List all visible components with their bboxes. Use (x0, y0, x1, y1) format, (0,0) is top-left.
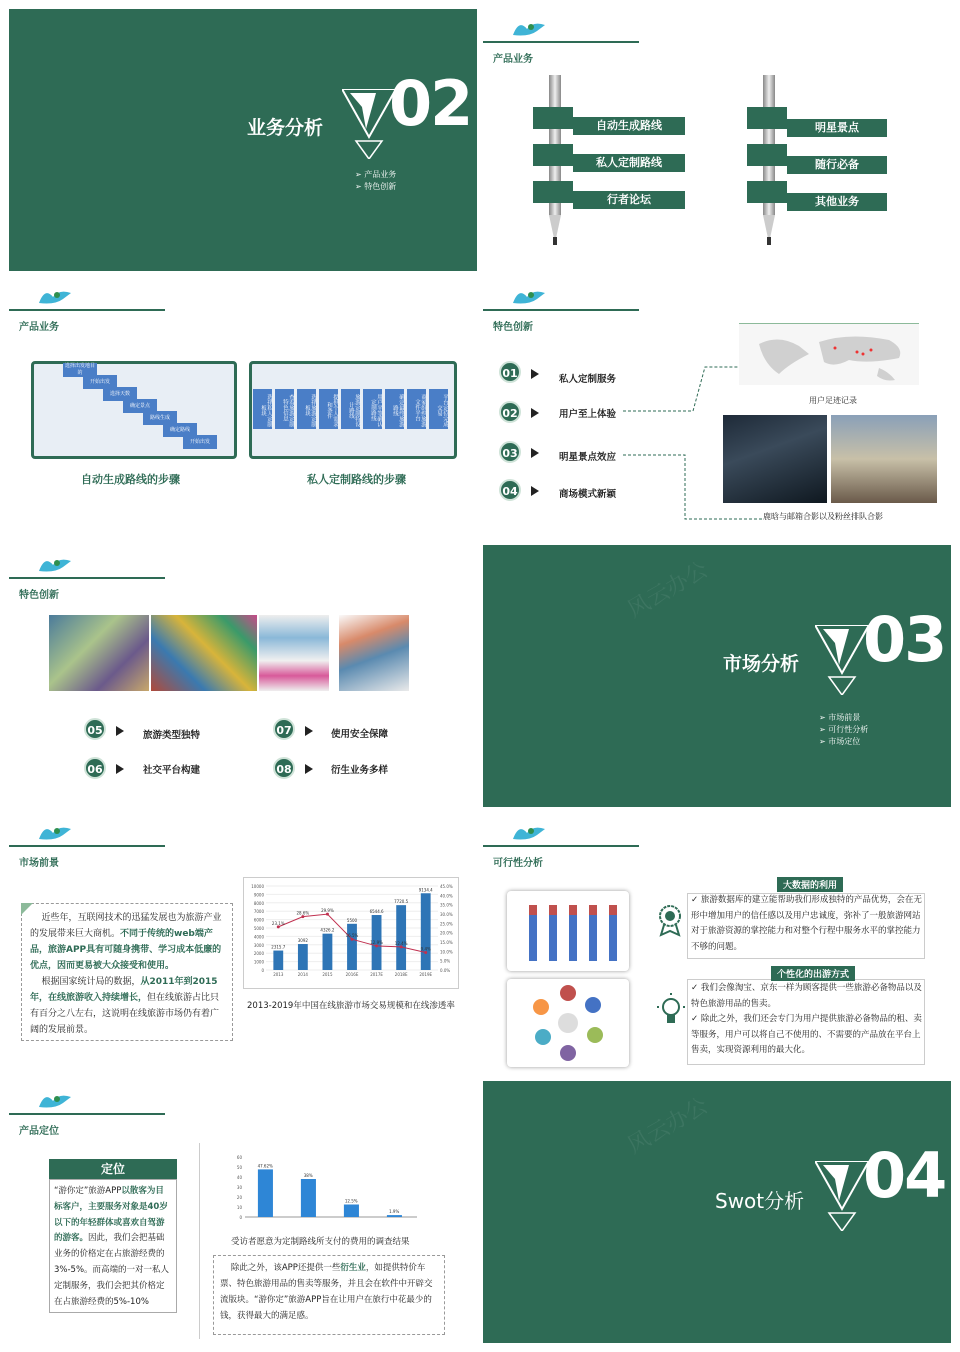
slide-business-analysis (9, 9, 477, 271)
tick-label: 2019E (419, 972, 433, 977)
award-icon (655, 903, 685, 937)
step-box: 路线生成 (143, 411, 177, 425)
divider (9, 309, 165, 311)
tick-label: 10 (236, 1205, 242, 1210)
slide-market-analysis (483, 545, 951, 807)
section-number: 04 (863, 1139, 946, 1212)
step-box: 提供个人需求和条件 (319, 389, 338, 429)
caption-map: 用户足迹记录 (809, 396, 857, 405)
data-label: 47.62% (257, 1163, 273, 1169)
feature-label: 社交平台构建 (143, 765, 201, 776)
slide-product-business (483, 9, 951, 271)
brand-logo-icon (509, 17, 549, 39)
bar (421, 893, 431, 970)
slide-heading: 产品定位 (19, 1126, 59, 1137)
tick-label: 45.0% (440, 884, 453, 889)
caption-photo: 鹿晗与邮箱合影以及粉丝排队合影 (763, 512, 883, 521)
ribbon-tail (747, 181, 787, 203)
section-item: ➢ 市场定位 (819, 737, 861, 746)
step-box: 用户平等确认定制路线 (363, 389, 382, 429)
tick-label: 30.0% (440, 912, 453, 917)
box-text: ✓ 旅游数据库的建立能帮助我们形成独特的产品优势，会在无形中增加用户的信任感以及用户忠诚度，弥补了一般旅游网站对于旅游资源的掌控能力和对整个行程中服务水平的掌控能力不够的问题。 (691, 895, 922, 952)
tick-label: 15.0% (440, 940, 453, 945)
app-screenshot-2 (151, 615, 257, 691)
slide-heading: 可行性分析 (493, 858, 543, 869)
tick-label: 2017E (370, 972, 383, 977)
positioning-box: “游你定”旅游APP以散客为目标客户，主要服务对象是40岁以下的年轻群体或喜欢自驾游的游客。因此，我们会把基础业务的价格定在占旅游经费的3%-5%。而高端的一对一私人定制服务，我们会把其价格定在占旅游经费的5%-10% (49, 1179, 177, 1313)
bar (298, 944, 308, 970)
service-wheel-image (507, 979, 629, 1067)
bottom-paragraph-box: 除此之外，该APP还提供一些衍生业，如提供特价车票、特色旅游用品的售卖等服务，并且会在软件中开辟交流版块。“游你定”旅游APP旨在让用户在旅行中花最少的钱，获得最大的满足感。 (213, 1255, 445, 1335)
step-box: 查看旅游定制特色信息 (275, 389, 294, 429)
feature-number: 05 (84, 718, 106, 740)
data-label: 6544.6 (369, 909, 384, 915)
data-label: 12.4% (394, 940, 408, 946)
step-box: 选择私人定制板块 (253, 389, 272, 429)
tick-label: 2016E (345, 972, 359, 977)
chevron-logo-icon (815, 1161, 869, 1231)
ribbon-forum[interactable]: 行者论坛 (573, 191, 685, 209)
tick-label: 8000 (253, 900, 264, 906)
slide-feasibility (483, 813, 951, 1075)
tick-label: 20 (236, 1195, 242, 1200)
bar (273, 951, 283, 970)
brand-logo-icon (35, 1089, 75, 1111)
data-label: 9134.4 (418, 887, 433, 893)
feature-number: 01 (499, 361, 521, 383)
arrow-right-icon (305, 764, 313, 774)
tick-label: 60 (236, 1155, 242, 1160)
feature-label: 明星景点效应 (559, 452, 617, 463)
box-title: 个性化的出游方式 (771, 966, 855, 981)
arrow-right-icon (305, 726, 313, 736)
data-label: 38% (303, 1173, 313, 1178)
chart-caption: 2013-2019年中国在线旅游市场交易规模和在线渗透率 (247, 1001, 455, 1011)
data-label: 3092 (297, 938, 308, 944)
step-box: 确定景点 (123, 399, 157, 413)
tick-label: 7000 (253, 909, 264, 915)
section-number: 03 (863, 603, 946, 676)
brand-logo-icon (35, 821, 75, 843)
tick-label: 10000 (251, 884, 264, 889)
ribbon-private-route[interactable]: 私人定制路线 (573, 154, 685, 172)
ribbon-star-spots[interactable]: 明星景点 (787, 119, 887, 137)
tick-label: 5000 (253, 926, 264, 931)
step-box: 开始出发 (83, 375, 117, 389)
ribbon-other-business[interactable]: 其他业务 (787, 193, 887, 211)
paragraph-1: 近些年，互联网技术的迅猛发展也为旅游产业的发展带来巨大商机。不同于传统的web端产品，旅游APP具有可随身携带、学习成本低廉的优点，因而更易被大众接受和使用。 (30, 913, 222, 971)
slide-features-2 (9, 545, 477, 807)
slide-heading: 市场前景 (19, 858, 59, 869)
arrow-right-icon (116, 726, 124, 736)
tick-label: 40 (236, 1175, 242, 1180)
section-items (355, 169, 396, 193)
chevron-logo-icon (815, 625, 869, 695)
app-screenshot-3 (259, 615, 329, 691)
app-screenshot-1 (49, 615, 149, 691)
slide-heading: 特色创新 (19, 590, 59, 601)
fan-photo-right (831, 415, 937, 503)
tick-label: 3000 (253, 942, 264, 948)
lightbulb-icon (657, 993, 685, 1029)
section-title: Swot分析 (715, 1189, 805, 1213)
market-size-chart (243, 877, 459, 989)
feature-number: 03 (499, 441, 521, 463)
ribbon-tail (747, 107, 787, 129)
bar (396, 905, 406, 970)
tick-label: 50 (236, 1165, 242, 1170)
stacked-chart-image (507, 891, 629, 971)
data-label: 23.1% (271, 920, 285, 926)
vertical-divider (199, 1143, 200, 1339)
tick-label: 25.0% (440, 921, 453, 927)
tick-label: 0.0% (440, 968, 451, 973)
paragraph-2: 根据国家统计局的数据，从2011年到2015年，在线旅游收入持续增长，但在线旅游占比只有百分之八左右，这说明在线旅游市场仍有着广阔的发展前景。 (30, 977, 220, 1035)
divider (483, 845, 639, 847)
tick-label: 9000 (253, 892, 264, 898)
tick-label: 35.0% (440, 902, 453, 908)
slide-route-steps (9, 277, 477, 539)
feature-number: 08 (273, 757, 295, 779)
feature-label: 商场模式新颖 (559, 489, 617, 500)
ribbon-tail (533, 144, 573, 166)
step-box: 平台定位完成交易 (429, 389, 448, 429)
slide-positioning (9, 1081, 477, 1343)
section-title: 市场分析 (723, 653, 800, 675)
slide-swot-analysis (483, 1081, 951, 1343)
bar (323, 934, 333, 970)
brand-logo-icon (35, 553, 75, 575)
tick-label: 1000 (253, 959, 264, 965)
private-route-steps (253, 389, 453, 429)
feature-label: 旅游类型独特 (143, 730, 201, 741)
ribbon-tail (533, 107, 573, 129)
section-item: ➢ 可行性分析 (819, 725, 869, 734)
tick-label: 5.0% (440, 958, 451, 964)
data-label: 28.6% (296, 910, 310, 916)
tick-label: 2015 (322, 972, 333, 977)
step-box: 选择旅游定制板块 (297, 389, 316, 429)
divider (9, 577, 165, 579)
chart-caption: 受访者愿意为定制路线所支付的费用的调查结果 (231, 1237, 410, 1247)
divider (9, 845, 165, 847)
section-item: ➢ 特色创新 (355, 182, 397, 191)
section-item: ➢ 市场前景 (819, 713, 861, 722)
feature-label: 用户至上体验 (559, 409, 617, 420)
bar (387, 1215, 402, 1217)
data-label: 29.9% (321, 908, 334, 914)
bar (347, 924, 357, 970)
bar (301, 1179, 316, 1217)
data-label: 12.5% (344, 1198, 358, 1204)
data-label: 4326.2 (320, 927, 335, 933)
world-map-image (739, 323, 919, 385)
tick-label: 0 (261, 968, 264, 973)
ribbon-tail (533, 181, 573, 203)
data-label: 1.9% (389, 1209, 400, 1215)
tick-label: 30 (236, 1185, 242, 1190)
tick-label: 2018E (394, 972, 408, 977)
feature-label: 使用安全保障 (331, 729, 389, 740)
corner-mark (21, 903, 33, 915)
data-label: 5500 (346, 917, 358, 923)
section-item: ➢ 产品业务 (355, 170, 397, 179)
section-items (819, 712, 868, 748)
app-screenshot-4 (339, 615, 409, 691)
slide-heading: 产品业务 (19, 322, 59, 333)
caption-private-route: 私人定制路线的步骤 (307, 473, 406, 486)
chevron-logo-icon (342, 89, 396, 159)
data-label: 9.4% (420, 946, 431, 952)
tick-label: 2013 (273, 972, 284, 977)
watermark: 风云办公 (623, 1093, 713, 1160)
step-box: 商家组织旅游文件平台 (407, 389, 426, 429)
box-text: ✓ 我们会像淘宝、京东一样为顾客提供一些旅游必备物品以及特色旅游用品的售卖。 ✓ 除此之外，我们还会专门为用户提供旅游必备物品的租、卖等服务，用户可以将自己不使用的、不需要的产品放在平台上售卖，实现资源利用的最大化。 (691, 983, 922, 1055)
data-label: 16.5% (345, 933, 359, 939)
step-box: 开始出发 (183, 435, 217, 449)
tick-label: 40.0% (440, 893, 453, 899)
data-label: 7720.5 (394, 899, 409, 905)
data-label: 12.9% (370, 939, 383, 945)
fan-photo-left (723, 415, 827, 503)
feature-number: 06 (84, 757, 106, 779)
section-title: 业务分析 (247, 117, 324, 139)
feature-number: 07 (273, 718, 295, 740)
step-box: 选择出发地目的 (64, 363, 95, 376)
step-box: 选择天数 (103, 387, 137, 401)
payment-survey-chart (225, 1151, 429, 1227)
auto-route-steps (59, 363, 239, 455)
slide-features-1 (483, 277, 951, 539)
ribbon-travel-essentials[interactable]: 随行必备 (787, 156, 887, 174)
feature-number: 04 (499, 479, 521, 501)
feature-label: 私人定制服务 (559, 374, 617, 385)
feature-number: 02 (499, 401, 521, 423)
step-box: 旅游定制特设计路线 (341, 389, 360, 429)
tick-label: 0 (239, 1215, 242, 1220)
brand-logo-icon (35, 285, 75, 307)
tick-label: 4000 (253, 934, 264, 940)
data-label: 2315.7 (271, 944, 286, 950)
text-box (21, 903, 233, 1041)
ribbon-tail (747, 144, 787, 166)
bar (258, 1169, 273, 1217)
slide-heading: 产品业务 (493, 54, 533, 65)
slide-market-prospect (9, 813, 477, 1075)
tick-label: 2014 (297, 972, 308, 977)
watermark: 风云办公 (623, 557, 713, 624)
tick-label: 20.0% (440, 930, 453, 936)
ribbon-auto-route[interactable]: 自动生成路线 (573, 117, 685, 135)
tick-label: 10.0% (440, 949, 453, 955)
feature-label: 衍生业务多样 (331, 765, 389, 776)
box-title: 大数据的利用 (777, 877, 843, 892)
slide-heading: 特色创新 (493, 322, 533, 333)
step-box: 确定最终旅游路线 (385, 389, 404, 429)
divider (483, 41, 639, 43)
bar (344, 1205, 359, 1218)
tick-label: 6000 (253, 917, 264, 923)
caption-auto-route: 自动生成路线的步骤 (81, 473, 180, 486)
arrow-right-icon (116, 764, 124, 774)
divider (9, 1113, 165, 1115)
tick-label: 2000 (253, 951, 264, 957)
step-box: 确定路线 (163, 423, 197, 437)
section-number: 02 (389, 67, 472, 140)
brand-logo-icon (509, 821, 549, 843)
positioning-box-title: 定位 (49, 1159, 177, 1179)
